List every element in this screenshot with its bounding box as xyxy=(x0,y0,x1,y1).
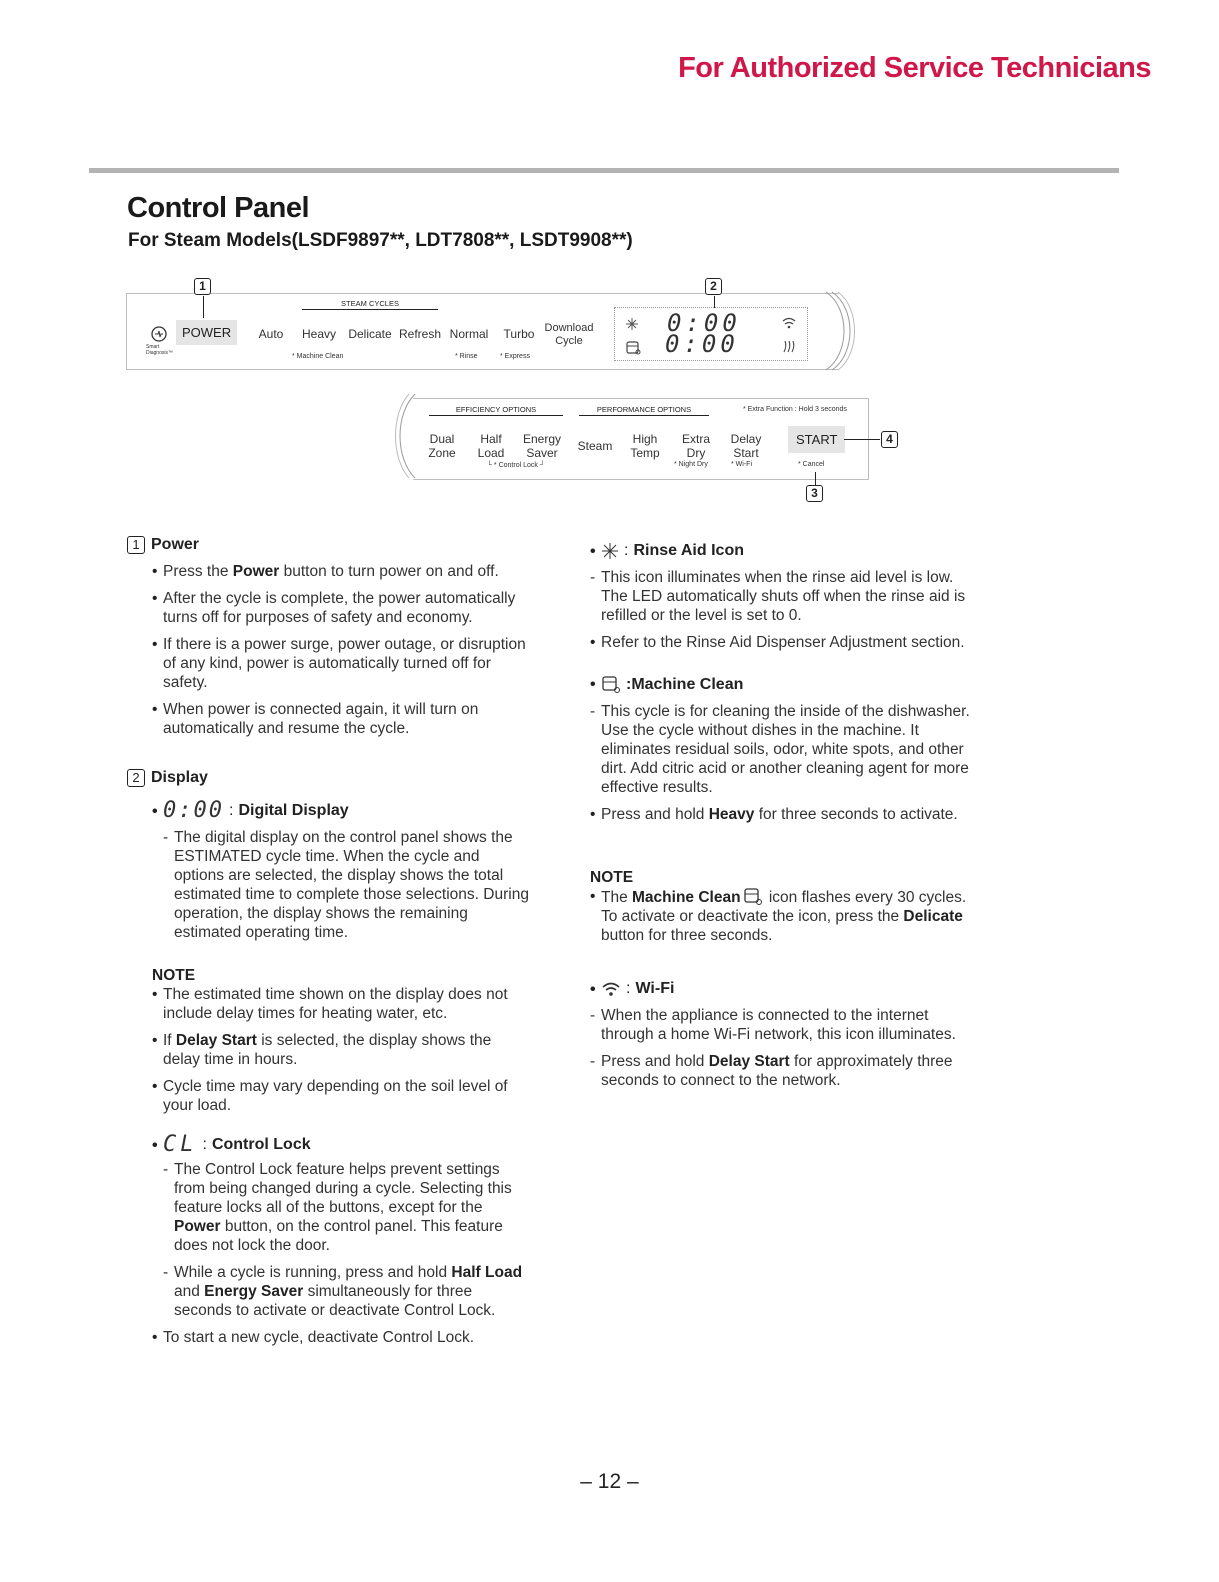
half-load-line1: Half xyxy=(480,432,502,446)
wifi-heading xyxy=(590,979,970,998)
right-note-bullet-1 xyxy=(590,887,970,945)
cl-dash-1 xyxy=(163,1160,532,1255)
panel-top-curve xyxy=(820,288,860,374)
power-b1-c: button to turn power on and off. xyxy=(279,563,499,580)
display-section-heading xyxy=(127,768,532,787)
cl-d2-a: While a cycle is running, press and hold xyxy=(174,1264,452,1281)
right-note-label: NOTE xyxy=(590,869,634,886)
smart-diagnosis-label: Smart Diagnosis™ xyxy=(146,344,173,356)
display-note-bullet-2 xyxy=(152,1031,532,1069)
machine-clean-sub: * Machine Clean xyxy=(292,353,344,360)
rn-b: Machine Clean xyxy=(632,889,741,906)
right-column xyxy=(590,541,970,1098)
cl-d2-e: simultaneously for three seconds to activate or deactivate Control Lock. xyxy=(174,1283,496,1319)
steam-cycles-label: STEAM CYCLES xyxy=(341,299,399,308)
power-section-title: Power xyxy=(151,536,200,553)
wifi-icon xyxy=(781,316,797,330)
callout-4-line xyxy=(844,439,880,440)
cancel-sub: * Cancel xyxy=(798,461,825,468)
page-number: – 12 – xyxy=(580,1470,639,1493)
rn-e: button for three seconds. xyxy=(601,927,773,944)
machine-clean-heading-icon xyxy=(601,674,621,694)
extra-dry-line2: Dry xyxy=(686,446,706,460)
display-section-number: 2 xyxy=(127,769,145,787)
turbo-button: Turbo xyxy=(503,327,535,341)
callout-3: 3 xyxy=(806,485,823,502)
heavy-button: Heavy xyxy=(301,327,336,341)
cl-d2-c: and xyxy=(174,1283,205,1300)
callout-1: 1 xyxy=(194,278,211,295)
high-temp-line2: Temp xyxy=(630,446,660,460)
display-note-bullet-1: • The estimated time shown on the display does not include delay times for heating water, etc. xyxy=(152,985,532,1023)
dual-zone-button xyxy=(423,432,461,460)
steam-button: Steam xyxy=(577,439,613,453)
rn-c: icon flashes every 30 cycles. To activate or deactivate the icon, press the xyxy=(601,889,967,925)
rinse-dash-1: - This icon illuminates when the rinse aid level is low. The LED automatically shuts off when the rinse aid is refilled or the level is set to 0. xyxy=(590,568,970,625)
control-lock-title: Control Lock xyxy=(211,1136,311,1153)
panel-bottom-diagram xyxy=(395,390,915,510)
power-bullet-1 xyxy=(152,562,532,581)
cl-d1-a: The Control Lock feature helps prevent settings from being changed during a cycle. Selecting this feature locks all of the buttons, except for the xyxy=(174,1161,512,1216)
display-area xyxy=(614,307,808,361)
wifi-title: Wi-Fi xyxy=(635,980,675,997)
digital-display-glyph: 0:00 xyxy=(163,798,224,823)
control-lock-sub: └ * Control Lock ┘ xyxy=(487,462,545,469)
download-cycle-line2: Cycle xyxy=(555,335,583,347)
efficiency-options-line xyxy=(429,415,563,416)
cl-d1-c: button, on the control panel. This feature does not lock the door. xyxy=(174,1218,503,1254)
cl-d2-b: Half Load xyxy=(451,1264,523,1281)
cl-bullet: • xyxy=(152,1137,158,1154)
display-content xyxy=(152,798,532,1347)
extra-dry-button xyxy=(675,432,717,460)
page-subtitle: For Steam Models(LSDF9897**, LDT7808**, LSDT9908**) xyxy=(128,230,633,251)
half-load-line2: Load xyxy=(477,446,505,460)
wifi-sub: * Wi-Fi xyxy=(731,461,752,468)
delay-start-line2: Start xyxy=(733,446,759,460)
wifi-content xyxy=(590,1006,970,1090)
wd2-b: Delay Start xyxy=(708,1053,790,1070)
note-b2-b: Delay Start xyxy=(175,1032,257,1049)
wd2-a: Press and hold xyxy=(601,1053,709,1070)
cl-d2-d: Energy Saver xyxy=(204,1283,304,1300)
extra-function-note: * Extra Function : Hold 3 seconds xyxy=(743,406,847,413)
rn-d: Delicate xyxy=(903,908,963,925)
smart-diagnosis-icon xyxy=(149,324,169,344)
callout-4: 4 xyxy=(881,431,898,448)
wifi-colon: : xyxy=(626,980,631,997)
digital-dashes xyxy=(163,828,532,942)
high-temp-line1: High xyxy=(632,432,658,446)
performance-options-label: PERFORMANCE OPTIONS xyxy=(596,405,692,414)
power-b1-b: Power xyxy=(232,563,280,580)
wifi-dash-1: - When the appliance is connected to the internet through a home Wi-Fi network, this icon illuminates. xyxy=(590,1006,970,1044)
digital-dash-1: - The digital display on the control panel shows the ESTIMATED cycle time. When the cycle and options are selected, the display shows the total estimated time to complete those selections. During operation, the display shows the remaining estimated operating time. xyxy=(163,828,532,942)
auto-button: Auto xyxy=(258,327,284,341)
download-cycle-button xyxy=(540,322,598,348)
note-b2-c: is selected, the display shows the delay time in hours. xyxy=(163,1032,492,1068)
delay-start-button xyxy=(725,432,767,460)
performance-options-line xyxy=(579,415,709,416)
digital-bullet: • xyxy=(152,803,158,820)
delay-start-line1: Delay xyxy=(730,432,762,446)
cl-d1-b: Power xyxy=(174,1218,221,1235)
rinse-bullet: • xyxy=(590,543,596,560)
rinse-bullet-1: • Refer to the Rinse Aid Dispenser Adjustment section. xyxy=(590,633,970,652)
rinse-aid-icon xyxy=(625,317,639,331)
power-bullet-4: • When power is connected again, it will turn on automatically and resume the cycle. xyxy=(152,700,532,738)
display-digits-bottom: 0:00 xyxy=(665,330,739,358)
half-load-button xyxy=(473,432,509,460)
extra-dry-line1: Extra xyxy=(681,432,710,446)
callout-3-line xyxy=(815,472,816,485)
mc-bullet-1 xyxy=(590,805,970,824)
night-dry-sub: * Night Dry xyxy=(674,461,708,468)
rinse-aid-title: Rinse Aid Icon xyxy=(633,542,744,559)
digital-display-title: Digital Display xyxy=(238,802,349,819)
steam-icon xyxy=(781,338,797,354)
mc-content xyxy=(590,702,970,824)
download-cycle-line1: Download xyxy=(544,322,594,334)
energy-saver-line2: Saver xyxy=(526,446,558,460)
rinse-sub: * Rinse xyxy=(455,353,478,360)
mc-b1-a: Press and hold xyxy=(601,806,709,823)
delicate-button: Delicate xyxy=(348,327,392,341)
display-digits-top: 0:00 xyxy=(667,309,741,337)
mc-bullet: • xyxy=(590,676,596,693)
cl-dash-2 xyxy=(163,1263,532,1320)
express-sub: * Express xyxy=(500,353,530,360)
refresh-button: Refresh xyxy=(398,327,442,341)
power-bullet-3: • If there is a power surge, power outage, or disruption of any kind, power is automatically turned off for safety. xyxy=(152,635,532,692)
power-button: POWER xyxy=(176,320,237,345)
callout-2: 2 xyxy=(705,278,722,295)
steam-cycles-line xyxy=(302,309,438,310)
digital-colon: : xyxy=(228,802,234,819)
left-column xyxy=(127,535,532,1355)
display-note-bullet-3: • Cycle time may vary depending on the soil level of your load. xyxy=(152,1077,532,1115)
wifi-heading-icon xyxy=(601,980,621,998)
power-b1-a: Press the xyxy=(163,563,233,580)
control-lock-bullet-1: • To start a new cycle, deactivate Control Lock. xyxy=(152,1328,532,1347)
mc-b1-b: Heavy xyxy=(708,806,755,823)
rinse-aid-heading-icon xyxy=(601,542,619,560)
machine-clean-title: :Machine Clean xyxy=(626,675,744,693)
panel-top-diagram xyxy=(120,276,860,376)
cl-colon: : xyxy=(202,1136,207,1153)
header-title: For Authorized Service Technicians xyxy=(678,52,1151,84)
power-section-heading xyxy=(127,535,532,554)
control-lock-glyph: CL xyxy=(163,1132,198,1157)
control-lock-dashes xyxy=(163,1160,532,1320)
power-section-number: 1 xyxy=(127,536,145,554)
efficiency-options-label: EFFICIENCY OPTIONS xyxy=(455,405,537,414)
energy-saver-button xyxy=(519,432,565,460)
machine-clean-inline-icon xyxy=(743,887,763,905)
power-bullet-2: • After the cycle is complete, the power automatically turns off for purposes of safety and economy. xyxy=(152,589,532,627)
start-button: START xyxy=(788,426,845,453)
machine-clean-icon xyxy=(625,339,641,355)
header-rule xyxy=(89,168,1119,173)
rn-a: The xyxy=(601,889,633,906)
rinse-content xyxy=(590,568,970,652)
digital-display-heading xyxy=(152,798,532,823)
control-lock-heading xyxy=(152,1132,532,1157)
dual-zone-line2: Zone xyxy=(428,446,456,460)
machine-clean-heading xyxy=(590,674,970,694)
note-b2-a: If xyxy=(163,1032,176,1049)
rinse-colon: : xyxy=(624,542,629,559)
rinse-aid-heading xyxy=(590,541,970,560)
energy-saver-line1: Energy xyxy=(522,432,562,446)
mc-dash-1: - This cycle is for cleaning the inside of the dishwasher. Use the cycle without dishes in the machine. It eliminates residual soils, odor, white spots, and other dirt. Add citric acid or another cleaning agent for more effective results. xyxy=(590,702,970,797)
high-temp-button xyxy=(623,432,667,460)
display-section-title: Display xyxy=(151,769,208,786)
dual-zone-line1: Dual xyxy=(429,432,455,446)
power-bullets xyxy=(152,562,532,738)
mc-b1-c: for three seconds to activate. xyxy=(754,806,958,823)
wd2-c: for approximately three seconds to connect to the network. xyxy=(601,1053,953,1089)
wifi-dash-2 xyxy=(590,1052,970,1090)
page-title: Control Panel xyxy=(127,192,310,224)
normal-button: Normal xyxy=(449,327,489,341)
callout-1-line xyxy=(203,296,204,318)
display-note-label: NOTE xyxy=(152,967,196,984)
wifi-bullet: • xyxy=(590,981,596,998)
